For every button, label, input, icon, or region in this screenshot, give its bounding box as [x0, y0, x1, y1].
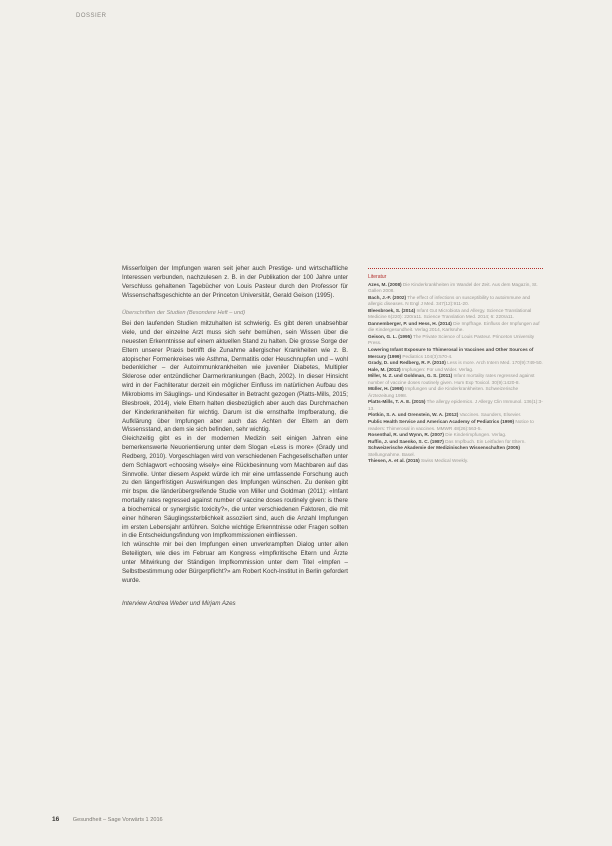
reference-list	[368, 282, 544, 465]
reference-author: Thiesen, A. et al. (2015)	[368, 458, 420, 464]
reference-detail: The effect of infections on susceptibility to autoimmune and allergic diseases. N Engl J Med. 347(12):911-20.	[368, 294, 531, 307]
reference-author: Schweizerische Akademie der Medizinischen Wissenschaften (2005)	[368, 445, 520, 451]
reference-detail: Die Impffrage. Einfluss der Impfungen auf die Kindergesundheit. Verlag 2014, Karlsruhe.	[368, 320, 540, 333]
paragraph-2: Bei den laufenden Studien mitzuhalten ist schwierig. Es gibt deren unabsehbar viele, und der einzelne Arzt muss sich sehr bemühen, sein Wissen über die neuesten Erkenntnisse auf einem aktuellen Stand zu halten. Die grosse Sorge der Eltern unserer Praxis betrifft die Zunahme allergischer Krankheiten wie z. B. atopischer Formenkreises wie Asthma, Dermatitis oder Heuschnupfen und – wohl bedenklicher – der Autoimmunkrankheiten wie juveniler Diabetes, Multipler Sklerose oder entzündlicher Darmerkrankungen (Bach, 2002). In dieser Hinsicht wird in der Fachliteratur derzeit ein möglicher Einfluss im natürlichen Aufbau des Mikrobioms im Säuglings- und Kindesalter in Betracht gezogen (Platts-Mills, 2015; Blesbroek, 2014), viele Eltern halten diesbezüglich aber auch das Durchmachen der Kinderkrankheiten für wichtig. Darum ist die ernsthafte Impfberatung, die Aufklärung über Impfungen aber auch das Achten der Eltern an dem Wissensstand, an dem sie sich befinden, sehr wichtig.	[122, 320, 348, 434]
reference-detail: Vaccines. Saunders, Elsevier.	[459, 412, 522, 418]
footer-text: Gesundheit – Sage Vorwärts 1 2016	[72, 817, 163, 823]
page-footer	[52, 816, 163, 823]
reference-item	[368, 458, 544, 465]
reference-author: Platts-Mills, T. A. E. (2015)	[368, 399, 426, 405]
reference-author: Bach, J.-F. (2002)	[368, 294, 407, 300]
references-column	[368, 268, 544, 465]
reference-item	[368, 445, 544, 458]
reference-author: Lowering Infant Exposure to Thimerosal in Vaccines and Other Sources of Mercury (1999)	[368, 347, 534, 359]
paragraph-4: Ich wünschte mir bei den Impfungen einen unverkrampften Dialog unter allen Beteiligten, wie dies im Februar am Kongress «Impfkritische Eltern und Ärzte unter Mitwirkung der Ständigen Impfkommission unter dem Titel «Impfen – Selbstbestimmung oder Bürgerpflicht?» am Robert Koch-Institut in Berlin gefordert wurde.	[122, 541, 348, 584]
reference-item	[368, 373, 544, 386]
reference-detail: The Private Science of Louis Pasteur. Princeton University Press.	[368, 333, 535, 346]
reference-detail: Impfungen und die Kinderkrankheiten. Schweizerische Ärztezeitung 1998.	[368, 386, 519, 398]
page-number: 16	[52, 816, 60, 823]
reference-author: Public Health Service and American Academy of Pediatrics (1999)	[368, 419, 515, 425]
reference-author: Geison, G. L. (1995)	[368, 333, 412, 339]
reference-item	[368, 399, 544, 412]
reference-author: Plotkin, S. A. und Orenstein, W. A. (2012)	[368, 412, 459, 418]
reference-item	[368, 295, 544, 308]
reference-detail: Infant mortality rates regressed against number of vaccine doses routinely given. Hum Exp Toxicol. 30(9):1420-8.	[368, 373, 535, 385]
reference-author: Hale, M. (2012)	[368, 366, 401, 372]
reference-author: Ruffin, J. und Saenko, S. C. (1987)	[368, 438, 444, 444]
main-column	[122, 265, 348, 608]
reference-detail: Less is more. Arch Intern Med. 170(9):749-50.	[447, 360, 543, 366]
running-head: DOSSIER	[76, 13, 107, 19]
reference-item	[368, 282, 544, 295]
reference-detail: Pediatrics 104(3):570-4.	[402, 353, 453, 359]
reference-detail: Infant Gut Microbiota and Allergy. Science Translational Medicine 6(220): 220ra11. Science Translation Med. 2014; 6: 220ra11.	[368, 307, 532, 320]
reference-detail: Swiss Medical Weekly.	[420, 458, 469, 464]
reference-detail: Stellungnahme. Basel.	[368, 451, 415, 457]
paragraph-3: Gleichzeitig gibt es in der modernen Medizin seit einigen Jahren eine bemerkenswerte Neuorientierung unter dem Slogan «Less is more» (Grady und Redberg, 2010). Vorgeschlagen wird von verschiedenen Fachgesellschaften unter dem Schlagwort «choosing wisely» eine Rückbesinnung vom Machbaren auf das Sinnvolle. Unter diesem Aspekt würde ich mir eine umfassende Forschung auch zu den längerfristigen Auswirkungen des Impfungen wünschen. Zu denken gibt mir bspw. die länderübergreifende Studie von Miller und Goldman (2011): «Infant mortality rates regressed against number of vaccine doses routinely given: is there a biochemical or synergistic toxicity?», die unter verschiedenen Faktoren, die mit einer höheren Säuglingssterblichkeit assoziiert sind, auch die Anzahl Impfungen im ersten Lebensjahr anführen. Solche wichtige Erkenntnisse oder Fragen sollten in die Entscheidungsfindung von Impfkommissionen einfliessen.	[122, 435, 348, 540]
reference-item	[368, 321, 544, 334]
reference-detail: The allergy epidemics. J Allergy Clin Immunol. 136(1):3-13.	[368, 399, 543, 411]
reference-item	[368, 347, 544, 360]
reference-detail: Das Impfbuch. Ein Leitfaden für Eltern.	[445, 438, 526, 444]
interview-credit: Interview Andrea Weber und Mirjam Azes	[122, 599, 236, 607]
reference-author: Bleesbroek, S. (2014)	[368, 307, 416, 313]
reference-item	[368, 386, 544, 399]
reference-item	[368, 334, 544, 347]
reference-author: Rosenthal, R. und Wynn, R. (2007)	[368, 432, 444, 438]
reference-author: Müller, H. (1998)	[368, 386, 404, 392]
reference-author: Grady, D. und Redberg, R. F. (2010)	[368, 360, 446, 366]
references-heading: Literatur	[368, 274, 387, 280]
reference-detail: Impfungen: Für und Wider. Verlag.	[401, 366, 474, 372]
reference-detail: Die Kinderkrankheiten im Wandel der Zeit. Aus dem Magazin, St. Gallen 2008.	[368, 281, 538, 294]
reference-detail: Die Kinderimpfungen. Verlag.	[445, 432, 507, 438]
section-subheading: Überschriften der Studien (Besondere Heft – und)	[122, 310, 246, 317]
reference-item	[368, 308, 544, 321]
reference-item	[368, 419, 544, 432]
reference-author: Miller, N. Z. und Goldman, G. S. (2011)	[368, 373, 453, 379]
paragraph-1: Misserfolgen der Impfungen waren seit jeher auch Prestige- und wirtschaftliche Interessen verbunden, nachzulesen z. B. in der Publikation der 100 Jahre unter Verschluss gehaltenen Tagebücher von Louis Pasteur durch den Professor für Wissenschaftsgeschichte an der Princeton Universität, Gerald Geison (1995).	[122, 265, 348, 299]
reference-author: Azes, M. (2008)	[368, 281, 402, 287]
reference-detail: Notice to readers: Thimerosal in vaccines. MMWR 48(26):563-5.	[368, 419, 534, 431]
reference-author: Dannemberger, P. und Hess, H. (2014)	[368, 320, 452, 326]
dotted-rule	[368, 268, 543, 269]
